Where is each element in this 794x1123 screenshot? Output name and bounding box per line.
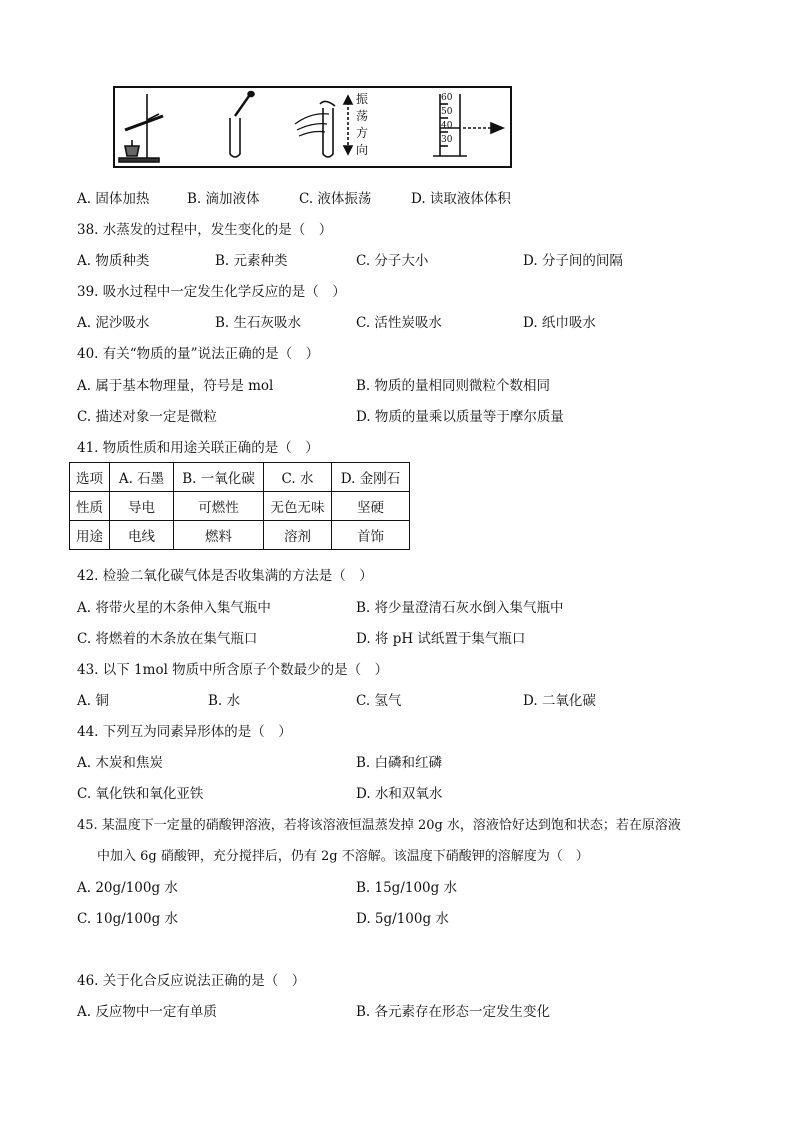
q37-option-d: D. 读取液体体积 bbox=[411, 191, 511, 207]
q46-stem: 46. 关于化合反应说法正确的是（ ） bbox=[77, 973, 306, 989]
q46-option-a: A. 反应物中一定有单质 bbox=[77, 1004, 217, 1020]
q44-option-a: A. 木炭和焦炭 bbox=[77, 755, 163, 771]
q38-option-b: B. 元素种类 bbox=[215, 253, 288, 269]
add-liquid-icon bbox=[230, 92, 254, 158]
table-row bbox=[70, 492, 410, 521]
scale-40: 40 bbox=[441, 121, 453, 131]
q39-option-d: D. 纸巾吸水 bbox=[523, 315, 596, 331]
q38-option-d: D. 分子间的间隔 bbox=[523, 253, 623, 269]
table-row bbox=[70, 521, 410, 550]
q45-option-c: C. 10g/100g 水 bbox=[77, 911, 178, 927]
q44-option-c: C. 氧化铁和氧化亚铁 bbox=[77, 786, 204, 802]
q43-option-a: A. 铜 bbox=[77, 693, 109, 709]
table-cell: C. 水 bbox=[264, 463, 332, 492]
q38-option-a: A. 物质种类 bbox=[77, 253, 150, 269]
q42-option-c: C. 将燃着的木条放在集气瓶口 bbox=[77, 631, 258, 647]
table-cell: 燃料 bbox=[174, 521, 264, 550]
q45-option-d: D. 5g/100g 水 bbox=[356, 911, 449, 927]
q43-option-b: B. 水 bbox=[208, 693, 241, 709]
q38-option-c: C. 分子大小 bbox=[356, 253, 429, 269]
scale-30: 30 bbox=[441, 135, 453, 145]
q40-option-c: C. 描述对象一定是微粒 bbox=[77, 409, 217, 425]
lab-operations-figure bbox=[113, 86, 512, 168]
table-cell: 选项 bbox=[70, 463, 110, 492]
q39-option-b: B. 生石灰吸水 bbox=[215, 315, 302, 331]
q43-stem: 43. 以下 1mol 物质中所含原子个数最少的是（ ） bbox=[77, 662, 389, 678]
table-cell: 坚硬 bbox=[332, 492, 410, 521]
solid-heating-icon bbox=[119, 94, 163, 162]
q41-table bbox=[69, 462, 410, 550]
q40-option-d: D. 物质的量乘以质量等于摩尔质量 bbox=[356, 409, 564, 425]
table-cell: B. 一氧化碳 bbox=[174, 463, 264, 492]
table-cell: 导电 bbox=[110, 492, 174, 521]
q40-option-b: B. 物质的量相同则微粒个数相同 bbox=[356, 378, 551, 394]
q42-stem: 42. 检验二氧化碳气体是否收集满的方法是（ ） bbox=[77, 568, 373, 584]
table-cell: 电线 bbox=[110, 521, 174, 550]
table-cell: 首饰 bbox=[332, 521, 410, 550]
figure-label-2: 荡 bbox=[356, 109, 369, 123]
q39-option-a: A. 泥沙吸水 bbox=[77, 315, 150, 331]
scale-50: 50 bbox=[441, 107, 453, 117]
q44-option-b: B. 白磷和红磷 bbox=[356, 755, 443, 771]
table-cell: 无色无味 bbox=[264, 492, 332, 521]
table-cell: 用途 bbox=[70, 521, 110, 550]
q42-option-d: D. 将 pH 试纸置于集气瓶口 bbox=[356, 631, 526, 647]
figure-label-1: 振 bbox=[356, 92, 369, 106]
table-cell: D. 金刚石 bbox=[332, 463, 410, 492]
q38-stem: 38. 水蒸发的过程中，发生变化的是（ ） bbox=[77, 222, 333, 238]
q37-option-c: C. 液体振荡 bbox=[299, 191, 372, 207]
q45-option-b: B. 15g/100g 水 bbox=[356, 880, 458, 896]
q46-option-b: B. 各元素存在形态一定发生变化 bbox=[356, 1004, 551, 1020]
scale-60: 60 bbox=[441, 93, 453, 103]
q37-option-a: A. 固体加热 bbox=[77, 191, 150, 207]
q42-option-a: A. 将带火星的木条伸入集气瓶中 bbox=[77, 600, 271, 616]
shake-liquid-icon bbox=[295, 101, 335, 157]
q43-option-c: C. 氢气 bbox=[356, 693, 402, 709]
figure-label-4: 向 bbox=[356, 143, 369, 157]
q41-stem: 41. 物质性质和用途关联正确的是（ ） bbox=[77, 440, 319, 456]
q42-option-b: B. 将少量澄清石灰水倒入集气瓶中 bbox=[356, 600, 564, 616]
figure-label-3: 方 bbox=[356, 126, 369, 140]
q44-stem: 44. 下列互为同素异形体的是（ ） bbox=[77, 724, 292, 740]
q39-stem: 39. 吸水过程中一定发生化学反应的是（ ） bbox=[77, 284, 346, 300]
q44-option-d: D. 水和双氧水 bbox=[356, 786, 443, 802]
table-row bbox=[70, 463, 410, 492]
shake-direction-arrow-icon bbox=[344, 96, 352, 154]
q45-stem-line2: 中加入 6g 硝酸钾，充分搅拌后，仍有 2g 不溶解。该温度下硝酸钾的溶解度为（ ） bbox=[97, 849, 589, 864]
q45-stem-line1: 45. 某温度下一定量的硝酸钾溶液，若将该溶液恒温蒸发掉 20g 水，溶液恰好达到饱和状态；若在原溶液 bbox=[77, 818, 681, 833]
q45-option-a: A. 20g/100g 水 bbox=[77, 880, 178, 896]
q37-option-b: B. 滴加液体 bbox=[187, 191, 260, 207]
table-cell: 溶剂 bbox=[264, 521, 332, 550]
table-cell: A. 石墨 bbox=[110, 463, 174, 492]
q39-option-c: C. 活性炭吸水 bbox=[356, 315, 442, 331]
q43-option-d: D. 二氧化碳 bbox=[523, 693, 596, 709]
q40-stem: 40. 有关“物质的量”说法正确的是（ ） bbox=[77, 346, 320, 362]
table-cell: 性质 bbox=[70, 492, 110, 521]
table-cell: 可燃性 bbox=[174, 492, 264, 521]
q40-option-a: A. 属于基本物理量，符号是 mol bbox=[77, 378, 274, 394]
